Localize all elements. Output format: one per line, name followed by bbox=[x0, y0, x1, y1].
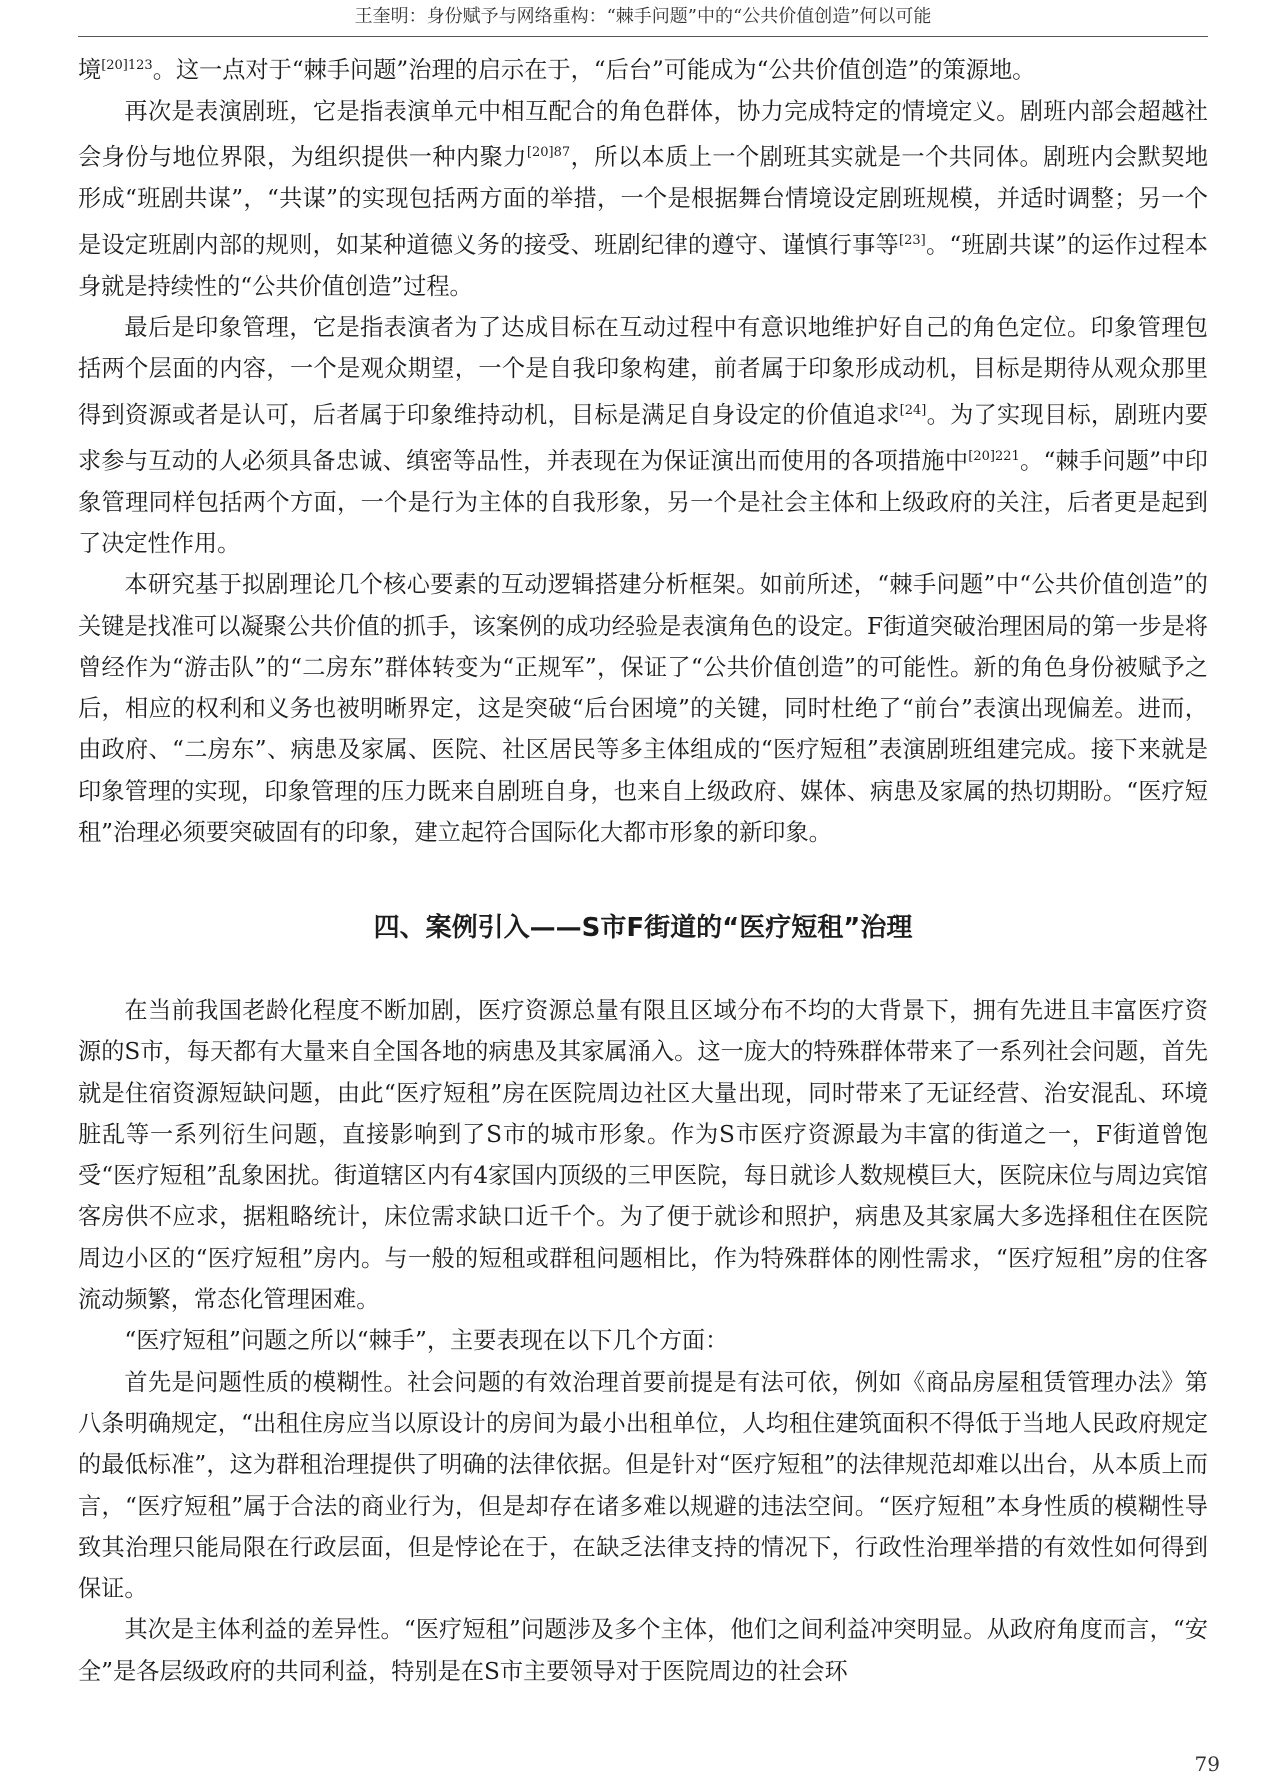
paragraph-interest-differences: 其次是主体利益的差异性。“医疗短租”问题涉及多个主体，他们之间利益冲突明显。从政府角度而言，“安全”是各层级政府的共同利益，特别是在S市主要领导对于医院周边的社会环 bbox=[78, 1616, 1208, 1685]
paragraph-ambiguity: 首先是问题性质的模糊性。社会问题的有效治理首要前提是有法可依，例如《商品房屋租赁管理办法》第八条明确规定，“出租住房应当以原设计的房间为最小出租单位，人均租住建筑面积不得低于当地人民政府规定的最低标准”，这为群租治理提供了明确的法律依据。但是针对“医疗短租”的法律规范却难以出台，从本质上而言，“医疗短租”属于合法的商业行为，但是却存在诸多难以规避的违法空间。“医疗短租”本身性质的模糊性导致其治理只能局限在行政层面，但是悖论在于，在缺乏法律支持的情况下，行政性治理举措的有效性如何得到保证。 bbox=[78, 1368, 1208, 1603]
paragraph-continued bbox=[78, 45, 1208, 91]
text-run: 再次是表演剧班，它是指表演单元中相互配合的角色群体，协力完成特定的情境定义。剧班内部会超越社会身份与地位界限，为组织提供一种内聚力 bbox=[78, 98, 1208, 172]
paragraph-performance-team bbox=[78, 91, 1208, 307]
text-run: ，所以本质上一个剧班其实就是一个共同体。剧班内会默契地形成“班剧共谋”，“共谋”的实现包括两方面的举措，一个是根据舞台情境设定剧班规模，并适时调整；另一个是设定班剧内部的规则，如某种道德义务的接受、班剧纪律的遵守、谨慎行事等 bbox=[78, 144, 1209, 259]
page-number: 79 bbox=[1194, 1752, 1220, 1776]
text-run: 境 bbox=[78, 56, 102, 84]
paragraph-analysis-framework: 本研究基于拟剧理论几个核心要素的互动逻辑搭建分析框架。如前所述，“棘手问题”中“公共价值创造”的关键是找准可以凝聚公共价值的抓手，该案例的成功经验是表演角色的设定。F街道突破治理困局的第一步是将曾经作为“游击队”的“二房东”群体转变为“正规军”，保证了“公共价值创造”的可能性。新的角色身份被赋予之后，相应的权利和义务也被明晰界定，这是突破“后台困境”的关键，同时杜绝了“前台”表演出现偏差。进而，由政府、“二房东”、病患及家属、医院、社区居民等多主体组成的“医疗短租”表演剧班组建完成。接下来就是印象管理的实现，印象管理的压力既来自剧班自身，也来自上级政府、媒体、病患及家属的热切期盼。“医疗短租”治理必须要突破固有的印象，建立起符合国际化大都市形象的新印象。 bbox=[78, 571, 1208, 847]
citation: [23] bbox=[899, 232, 926, 248]
upper-body-text bbox=[78, 45, 1208, 853]
citation: [20]221 bbox=[968, 448, 1020, 464]
text-run: 。为了实现目标，剧班内要求参与互动的人必须具备忠诚、缜密等品性，并表现在为保证演出而使用的各项措施中 bbox=[78, 401, 1209, 475]
paragraph-thorny-aspects: “医疗短租”问题之所以“棘手”，主要表现在以下几个方面： bbox=[124, 1327, 729, 1355]
text-run: 。“班剧共谋”的运作过程本身就是持续性的“公共价值创造”过程。 bbox=[78, 231, 1208, 300]
header-rule bbox=[78, 36, 1208, 37]
paragraph-case-background: 在当前我国老龄化程度不断加剧，医疗资源总量有限且区域分布不均的大背景下，拥有先进且丰富医疗资源的S市，每天都有大量来自全国各地的病患及其家属涌入。这一庞大的特殊群体带来了一系列社会问题，首先就是住宿资源短缺问题，由此“医疗短租”房在医院周边社区大量出现，同时带来了无证经营、治安混乱、环境脏乱等一系列衍生问题，直接影响到了S市的城市形象。作为S市医疗资源最为丰富的街道之一，F街道曾饱受“医疗短租”乱象困扰。街道辖区内有4家国内顶级的三甲医院，每日就诊人数规模巨大，医院床位与周边宾馆客房供不应求，据粗略统计，床位需求缺口近千个。为了便于就诊和照护，病患及其家属大多选择租住在医院周边小区的“医疗短租”房内。与一般的短租或群租问题相比，作为特殊群体的刚性需求，“医疗短租”房的住客流动频繁，常态化管理困难。 bbox=[78, 997, 1208, 1314]
paragraph-impression-management bbox=[78, 307, 1208, 564]
text-run: 。这一点对于“棘手问题”治理的启示在于，“后台”可能成为“公共价值创造”的策源地。 bbox=[152, 56, 1036, 84]
section-heading: 四、案例引入——S市F街道的“医疗短租”治理 bbox=[373, 913, 913, 943]
citation: [20]123 bbox=[101, 58, 153, 73]
text-run: 。“棘手问题”中印象管理同样包括两个方面，一个是行为主体的自我形象，另一个是社会主体和上级政府的关注，后者更是起到了决定性作用。 bbox=[78, 447, 1208, 557]
running-header: 王奎明：身份赋予与网络重构：“棘手问题”中的“公共价值创造”何以可能 bbox=[354, 6, 932, 27]
citation: [24] bbox=[899, 402, 927, 418]
lower-body-text bbox=[78, 990, 1208, 1692]
text-run: 最后是印象管理，它是指表演者为了达成目标在互动过程中有意识地维护好自己的角色定位。印象管理包括两个层面的内容，一个是观众期望，一个是自我印象构建，前者属于印象形成动机，目标是期待从观众那里得到资源或者是认可，后者属于印象维持动机，目标是满足自身设定的价值追求 bbox=[78, 313, 1208, 429]
citation: [20]87 bbox=[526, 145, 571, 161]
